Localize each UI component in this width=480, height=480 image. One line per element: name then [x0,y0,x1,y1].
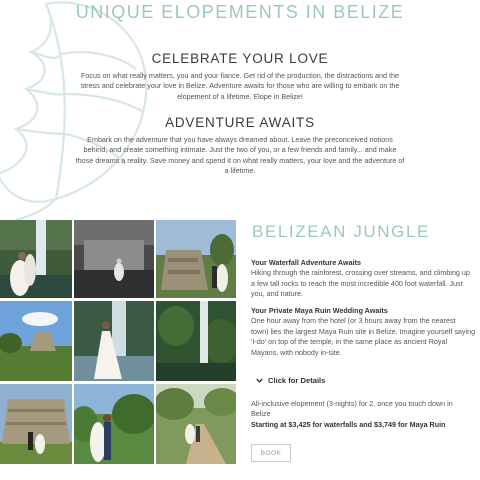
adventure-line: Embark on the adventure that you have always dreamed about. Leave the preconceived notions [87,135,393,144]
waterfall-block [251,258,480,300]
waterfall-line: Hiking through the rainforest, crossing over streams, and climbing up [251,268,470,278]
forest-path-couple-photo[interactable] [156,384,236,464]
package-block [251,399,480,430]
adventure-paragraph [60,135,420,177]
bride-waterfall-photo[interactable] [74,301,154,381]
adventure-line: a lifetime. [224,166,256,176]
book-button[interactable]: BOOK [251,444,291,462]
adventure-line: those dreams a reality. Save money and spend it on what really matters, your love and the adventure of [75,155,405,165]
maya-ruin-block [251,306,480,358]
celebrate-line: stress and celebrate your love in Belize. Adventure awaits for those who are willing to embark on the [80,81,400,91]
page-title: UNIQUE ELOPEMENTS IN BELIZE [75,2,405,22]
details-label: Click for Details [268,376,326,385]
maya-ruin-line: One hour away from the hotel (or 3 hours away from the nearest [251,316,456,326]
maya-ruin-line: 'I-do' on top of the temple, in the same place as ancient Royal [251,337,448,347]
celebrate-heading: CELEBRATE YOUR LOVE [151,51,329,66]
celebrate-line: elopement of a lifetime. Elope in Belize! [177,91,303,101]
maya-ruin-couple-photo[interactable] [156,220,236,298]
package-line: Belize [251,409,271,419]
waterfall-line: a few tall rocks to reach the most incredible 400 foot waterfall. Just [251,278,463,288]
jungle-couple-photo[interactable] [74,384,154,464]
maya-ruin-line: town) lies the largest Maya Ruin site in Belize. Imagine yourself saying [251,326,476,336]
price-text: Starting at $3,425 for waterfalls and $3,749 for Maya Ruin [251,419,446,429]
chevron-down-icon [256,377,263,384]
maya-ruin-line: Mayans, with nobody in-site. [251,347,342,357]
celebrate-paragraph [60,71,420,102]
temple-couple-photo[interactable] [0,384,72,464]
maya-ruin-heading: Your Private Maya Ruin Wedding Awaits [251,306,388,315]
adventure-heading: ADVENTURE AWAITS [165,115,315,130]
jungle-waterfall-photo[interactable] [156,301,236,381]
adventure-line: behind, and create something intimate. Just the two of you, or a few friends and family... and make [83,145,397,155]
photo-gallery [0,220,236,464]
waterfall-bw-photo[interactable] [74,220,154,298]
waterfall-couple-photo[interactable] [0,220,72,298]
click-for-details-toggle[interactable] [256,376,325,385]
waterfall-line: you, and nature. [251,289,303,299]
package-line: All-inclusive elopement (3-nights) for 2, once you touch down in [251,399,453,408]
jungle-section-title: BELIZEAN JUNGLE [252,222,430,241]
monstera-leaf-icon [0,0,156,224]
ruin-landscape-photo[interactable] [0,301,72,381]
celebrate-line: Focus on what really matters, you and your fiance. Get rid of the production, the distractions and the [80,71,400,80]
waterfall-heading: Your Waterfall Adventure Awaits [251,258,361,267]
